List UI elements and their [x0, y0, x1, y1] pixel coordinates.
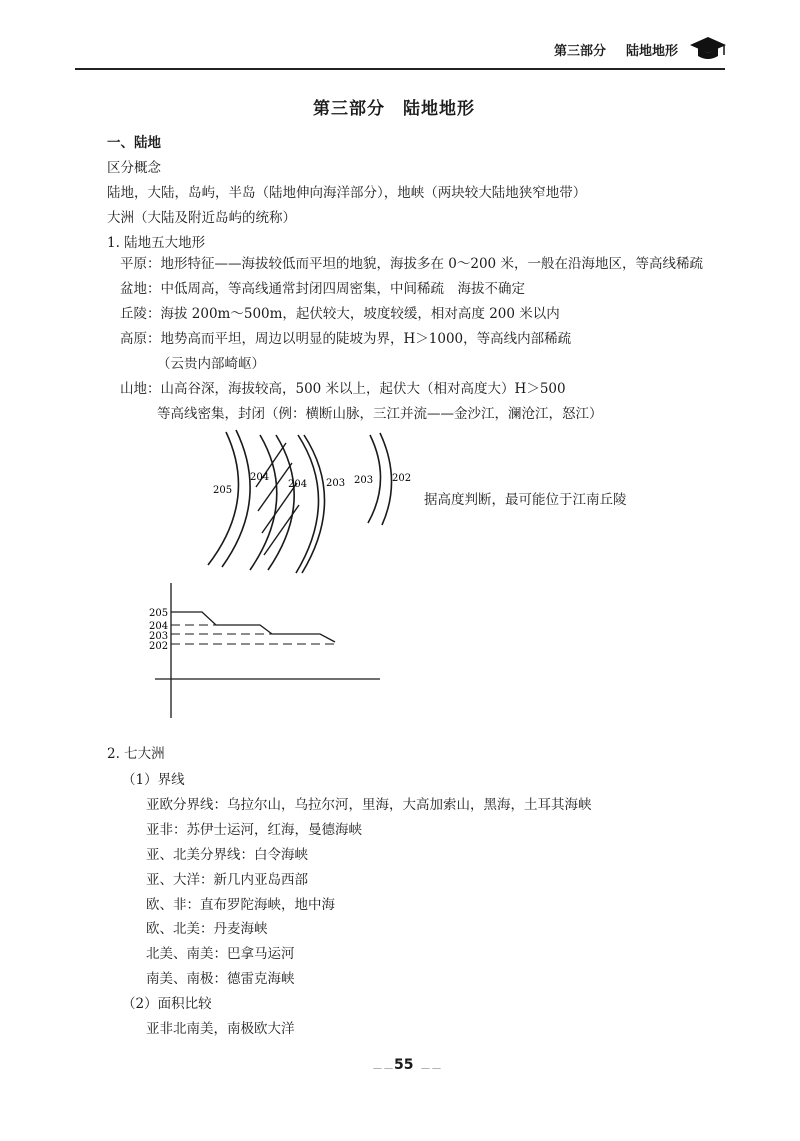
section1-line1: 区分概念: [107, 160, 161, 176]
area-subheading: （2）面积比较: [122, 996, 212, 1012]
boundary-item: 亚欧分界线：乌拉尔山，乌拉尔河，里海，大高加索山，黑海，土耳其海峡: [146, 797, 592, 813]
header-rule: [75, 68, 725, 70]
boundary-item: 亚、大洋：新几内亚岛西部: [146, 872, 308, 888]
contour-label: 204: [250, 472, 270, 483]
profile-line: [171, 612, 335, 642]
page-title: 第三部分 陆地地形: [313, 99, 475, 119]
profile-chart: [140, 580, 385, 720]
boundary-item: 亚、北美分界线：白令海峡: [146, 847, 308, 863]
boundary-item: 欧、北美：丹麦海峡: [146, 921, 268, 937]
landform-basin: 盆地：中低周高，等高线通常封闭四周密集，中间稀疏 海拔不确定: [120, 281, 525, 297]
landform-plain: 平原：地形特征——海拔较低而平坦的地貌，海拔多在 0～200 米，一般在沿海地区，等高线稀疏: [120, 256, 703, 272]
contour-line-202: [380, 433, 392, 525]
section1-line2: 陆地，大陆，岛屿，半岛（陆地伸向海洋部分），地峡（两块较大陆地狭窄地带）: [107, 185, 587, 201]
contour-note: 据高度判断，最可能位于江南丘陵: [424, 492, 627, 508]
profile-tick-label: 205: [149, 608, 169, 619]
boundary-item: 南美、南极：德雷克海峡: [146, 971, 295, 987]
section1-heading: 一、陆地: [107, 135, 161, 151]
profile-tick-label: 202: [149, 641, 169, 652]
footer-dash-left: －－: [372, 1062, 394, 1075]
footer-dash-right: －－: [420, 1062, 442, 1075]
contour-label: 205: [213, 485, 233, 496]
landform-subheading: 1. 陆地五大地形: [107, 235, 206, 251]
page-number: 55: [394, 1057, 414, 1073]
landform-plateau-note: （云贵内部崎岖）: [157, 356, 265, 372]
landform-hill: 丘陵：海拔 200m～500m，起伏较大，坡度较缓，相对高度 200 米以内: [120, 306, 560, 322]
section1-line3: 大洲（大陆及附近岛屿的统称）: [107, 210, 296, 226]
contour-label: 202: [392, 473, 412, 484]
landform-plateau: 高原：地势高而平坦，周边以明显的陡坡为界，H＞1000，等高线内部稀疏: [120, 331, 572, 347]
section2-heading: 2. 七大洲: [107, 746, 165, 762]
profile-tick-label: 204: [149, 621, 169, 632]
contour-line-203-mid: [302, 435, 325, 573]
profile-tick-label: 203: [149, 631, 169, 642]
boundary-item: 欧、非：直布罗陀海峡，地中海: [146, 897, 335, 913]
boundary-subheading: （1）界线: [122, 772, 185, 788]
hatch-line: [262, 483, 297, 533]
header-title: 陆地地形: [626, 44, 679, 59]
landform-mountain: 山地：山高谷深，海拔较高，500 米以上，起伏大（相对高度大）H＞500: [120, 381, 566, 397]
contour-line-204-right: [268, 435, 294, 570]
area-comparison: 亚非北南美，南极欧大洋: [146, 1021, 295, 1037]
contour-label: 203: [326, 478, 346, 489]
contour-map: [200, 425, 420, 580]
boundary-item: 亚非：苏伊士运河，红海，曼德海峡: [146, 822, 362, 838]
landform-mountain-note: 等高线密集，封闭（例：横断山脉，三江并流——金沙江，澜沧江，怒江）: [157, 406, 603, 422]
contour-label: 203: [354, 475, 374, 486]
boundary-item: 北美、南美：巴拿马运河: [146, 946, 295, 962]
contour-label: 204: [288, 479, 308, 490]
contour-line-205-outer: [208, 432, 238, 565]
header-section: 第三部分: [554, 44, 607, 59]
contour-line-205-inner: [222, 430, 250, 567]
graduation-cap-icon: [689, 34, 727, 62]
